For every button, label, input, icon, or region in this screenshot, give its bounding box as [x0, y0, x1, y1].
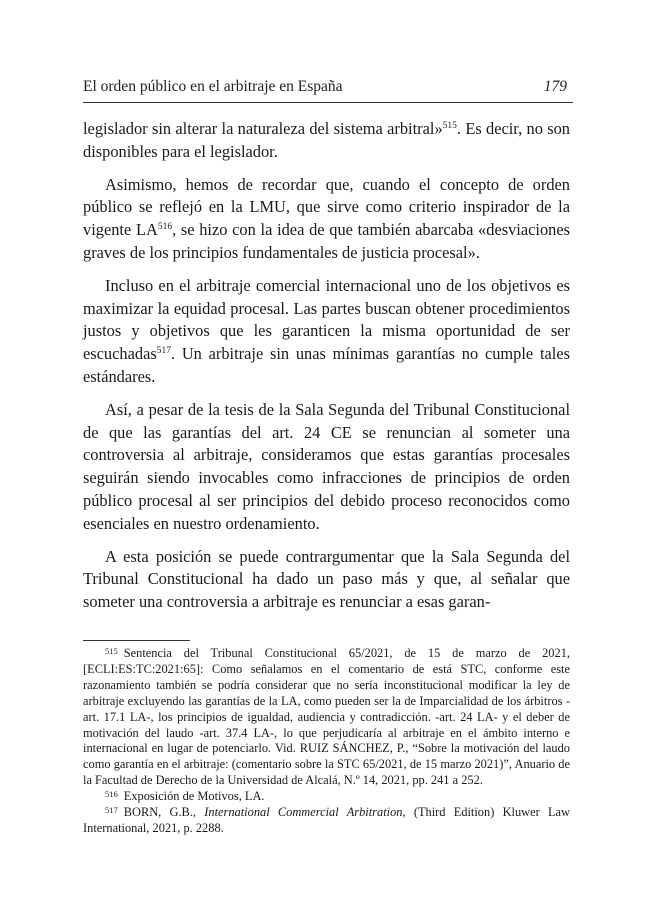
paragraph: Asimismo, hemos de recordar que, cuando el concepto de orden público se reflejó en la LMU, que sirve como criterio inspirador de la vigente LA$^{516}$, se hizo con la idea de que también abarcaba «desviaciones graves de los principios fundamentales de justicia procesal».	[83, 174, 570, 262]
running-title: El orden público en el arbitraje en España	[83, 78, 343, 95]
footnote-number: 517	[105, 805, 118, 816]
footnote-ref: 517	[156, 346, 171, 357]
footnote-ref: 516	[157, 222, 173, 233]
footnote: $^{517}$ BORN, G.B., International Commercial Arbitration, (Third Edition) Kluwer Law International, 2021, p. 2288.	[83, 805, 570, 835]
paragraph: A esta posición se puede contrargumentar que la Sala Segunda del Tribunal Constitucional ha dado un paso más y que, al señalar que someter una controversia a arbitraje es renunciar a esas garan-	[83, 546, 570, 612]
paragraph: legislador sin alterar la naturaleza del sistema arbitral»$^{515}$. Es decir, no son disponibles para el legislador.	[83, 119, 570, 161]
footnote: $^{516}$ Exposición de Motivos, LA.	[105, 789, 265, 804]
footnote-number: 516	[105, 789, 118, 800]
page-number: 179	[543, 78, 567, 95]
paragraph: Incluso en el arbitraje comercial internacional uno de los objetivos es maximizar la equidad procesal. Las partes buscan obtener procedimientos justos y objetivos que les garanticen la misma oportunidad de ser escuchadas$^{517}$. Un arbitraje sin unas mínimas garantías no cumple tales estándares.	[83, 275, 570, 386]
running-header	[83, 78, 573, 98]
book-title: International Commercial Arbitration	[204, 805, 403, 820]
body-text	[83, 118, 570, 614]
paragraph: Así, a pesar de la tesis de la Sala Segunda del Tribunal Constitucional de que las garantías del art. 24 CE se renuncian al someter una controversia al arbitraje, consideramos que estas garantías procesales seguirán siendo invocables como infracciones de principios de orden público procesal al ser principios del debido proceso reconocidos como esenciales en nuestro ordenamiento.	[83, 399, 570, 533]
footnote-number: 515	[105, 646, 118, 656]
footnote-ref: 515	[442, 121, 457, 131]
footnotes	[83, 646, 570, 837]
footnote-rule	[83, 640, 190, 641]
footnote: $^{515}$ Sentencia del Tribunal Constitucional 65/2021, de 15 de marzo de 2021, [ECLI:ES:TC:2021:65]: Como señalamos en el comentario de está STC, conforme este razonamiento también se podría considerar que no sería inconstitucional modificar la ley de arbitraje excluyendo las garantías de la LA, como pueden ser la de Imparcialidad de los árbitros -art. 17.1 LA-, los principios de igualdad, audiencia y contradicción. -art. 24 LA- y el deber de motivación del laudo -art. 37.4 LA-, lo que perjudicaría al arbitraje en el ámbito interno e internacional en lugar de potenciarlo. Vid. RUIZ SÁNCHEZ, P., “Sobre la motivación del laudo como garantía en el arbitraje: (comentario sobre la STC 65/2021, de 15 marzo 2021)”, Anuario de la Facultad de Derecho de la Universidad de Alcalá, N.º 14, 2021, pp. 241 a 252.	[83, 646, 570, 788]
header-rule	[83, 102, 573, 103]
